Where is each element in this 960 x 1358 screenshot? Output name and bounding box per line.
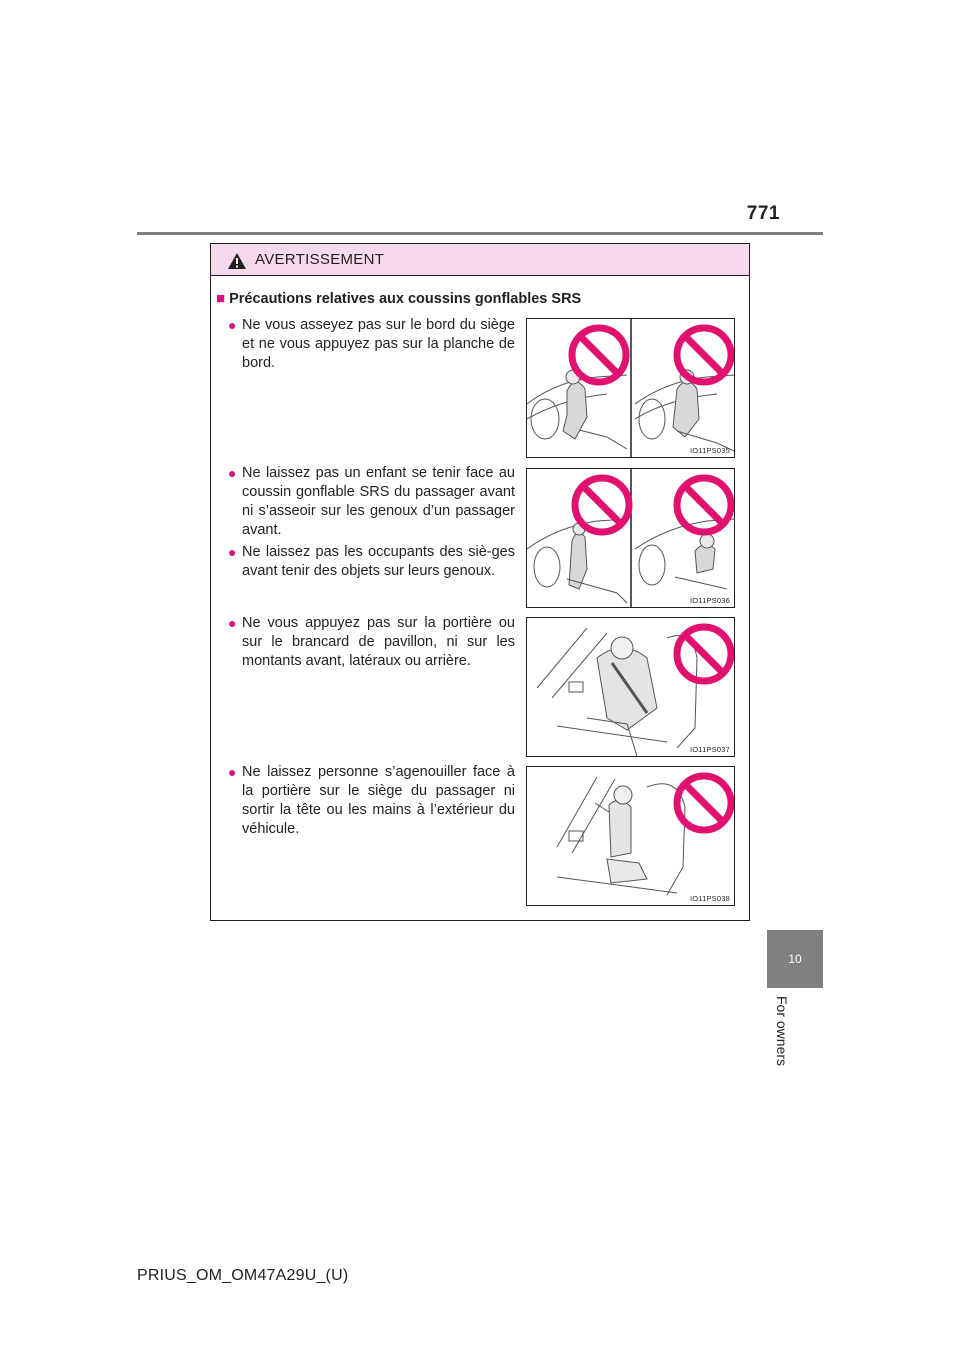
bullet-item [228, 316, 515, 373]
chapter-number: 10 [788, 952, 802, 966]
bullet-item [228, 763, 515, 839]
section-title [216, 290, 581, 307]
section-title-text: Précautions relatives aux coussins gonflables SRS [229, 291, 582, 307]
page-number: 771 [746, 203, 780, 224]
square-bullet-icon: ■ [216, 290, 226, 307]
prohibition-icon [575, 478, 629, 532]
round-bullet-icon: ● [228, 317, 237, 333]
illustration-code: IO11PS035 [689, 446, 730, 455]
prohibition-icon [677, 776, 731, 830]
header-rule [137, 232, 823, 235]
bullet-item [228, 543, 515, 581]
illustration-leaning-dashboard [526, 318, 735, 458]
bullet-text: Ne laissez personne s’agenouiller face à la portière sur le siège du passager ni sortir la tête ou les mains à l’extérieur du véhicule. [242, 764, 515, 837]
illustration-code: IO11PS037 [689, 745, 730, 754]
round-bullet-icon: ● [228, 465, 237, 481]
illustration-child-airbag [526, 468, 735, 608]
bullet-item [228, 614, 515, 671]
illustration-kneeling-door [526, 766, 735, 906]
footer-code: PRIUS_OM_OM47A29U_(U) [137, 1267, 349, 1284]
illustration-drawing [527, 319, 734, 457]
round-bullet-icon: ● [228, 544, 237, 560]
round-bullet-icon: ● [228, 615, 237, 631]
prohibition-icon [572, 328, 626, 382]
round-bullet-icon: ● [228, 764, 237, 780]
bullet-text: Ne vous appuyez pas sur la portière ou sur le brancard de pavillon, ni sur les montants avant, latéraux ou arrière. [242, 615, 515, 669]
warning-header-text: AVERTISSEMENT [255, 251, 385, 268]
warning-header [211, 244, 749, 276]
warning-box [210, 243, 750, 921]
prohibition-icon [677, 328, 731, 382]
illustration-leaning-door [526, 617, 735, 757]
chapter-title-text: For owners [774, 996, 790, 1067]
chapter-title [772, 996, 792, 1106]
bullet-item [228, 464, 515, 540]
illustration-drawing [527, 469, 734, 607]
illustration-drawing [527, 767, 734, 905]
prohibition-icon [677, 478, 731, 532]
prohibition-icon [677, 627, 731, 681]
illustration-code: IO11PS038 [689, 894, 730, 903]
chapter-tab [767, 930, 823, 988]
bullet-text: Ne vous asseyez pas sur le bord du siège et ne vous appuyez pas sur la planche de bord. [242, 317, 515, 371]
bullet-text: Ne laissez pas un enfant se tenir face au coussin gonflable SRS du passager avant ni s’asseoir sur les genoux d’un passager avant. [242, 465, 515, 538]
bullet-text: Ne laissez pas les occupants des siè-ges avant tenir des objets sur leurs genoux. [242, 544, 515, 579]
illustration-drawing [527, 618, 734, 756]
warning-triangle-icon [227, 252, 247, 270]
illustration-code: IO11PS036 [689, 596, 730, 605]
